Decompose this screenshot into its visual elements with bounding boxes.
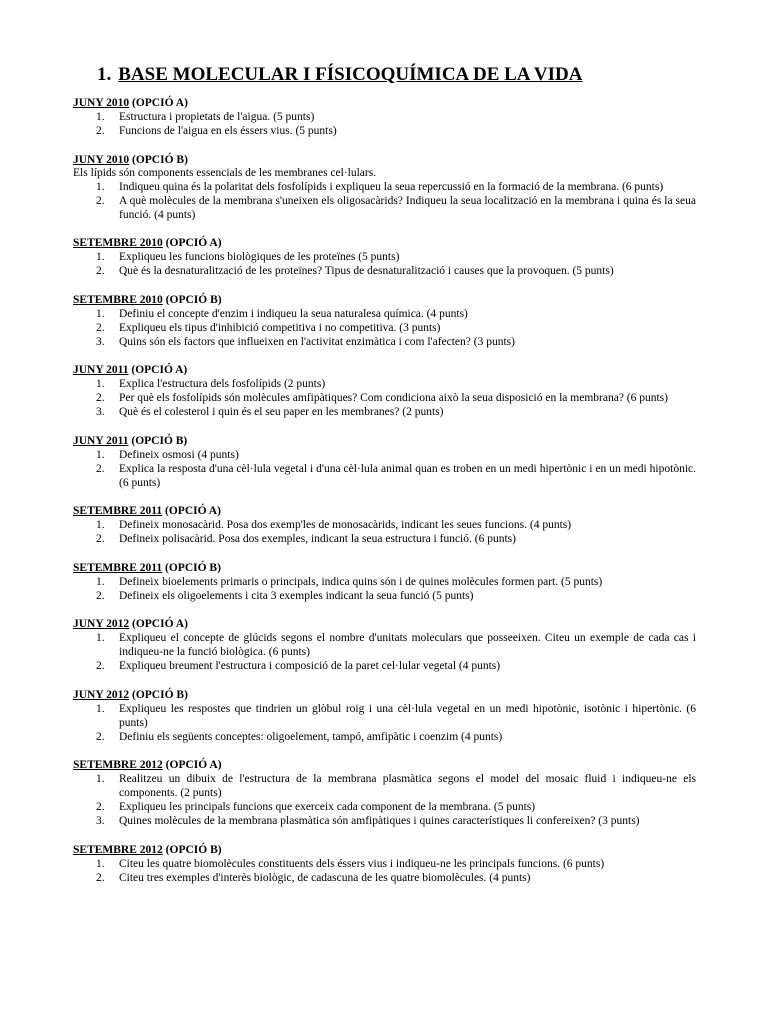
exam-option: (OPCIÓ A) [165, 759, 222, 771]
exam-section [73, 561, 696, 603]
question-item [73, 124, 696, 138]
question-item [73, 377, 696, 391]
exam-date: JUNY 2011 [73, 434, 129, 447]
question-item [73, 307, 696, 321]
question-number: 2. [96, 265, 105, 277]
question-text: Definiu el concepte d'enzim i indiqueu la seua naturalesa química. (4 punts) [119, 307, 468, 320]
section-heading [73, 688, 696, 702]
question-text: Expliqueu breument l'estructura i composició de la paret cel·lular vegetal (4 punts) [119, 660, 501, 672]
question-item [73, 405, 696, 419]
question-text: Explica l'estructura dels fosfolípids (2 punts) [119, 378, 326, 390]
section-heading [73, 293, 696, 307]
exam-date: JUNY 2011 [73, 364, 129, 376]
section-heading [73, 504, 696, 518]
question-text: Defineix monosacàrid. Posa dos exemp'les de monosacàrids, indicant les seues funcions. (4 punts) [119, 519, 572, 531]
exam-date: SETEMBRE 2010 [73, 293, 163, 306]
question-item [73, 194, 696, 222]
question-number: 1. [96, 857, 105, 870]
document-page [73, 62, 696, 899]
question-number: 1. [96, 575, 105, 588]
exam-section [73, 363, 696, 419]
title-text: BASE MOLECULAR I FÍSICOQUÍMICA DE LA VIDA [118, 64, 583, 85]
question-text: Explica la resposta d'una cèl·lula vegetal i d'una cèl·lula animal quan es troben en un medi hipertònic i en un medi hipotònic. (6 punts) [119, 462, 696, 489]
exam-date: SETEMBRE 2011 [73, 505, 163, 517]
question-text: Defineix polisacàrid. Posa dos exemples, indicant la seua estructura i funció. (6 punts) [119, 533, 516, 545]
question-text: Funcions de l'aigua en els éssers vius. (5 punts) [119, 125, 337, 137]
exam-section [73, 293, 696, 349]
question-number: 2. [96, 392, 105, 404]
question-text: Defineix osmosi (4 punts) [119, 448, 239, 461]
question-item [73, 532, 696, 546]
question-text: Expliqueu els tipus d'inhibició competitiva i no competitiva. (3 punts) [119, 321, 441, 334]
exam-option: (OPCIÓ B) [132, 688, 188, 701]
question-item [73, 321, 696, 335]
question-item [73, 857, 696, 871]
question-item [73, 702, 696, 730]
question-number: 3. [96, 815, 105, 827]
question-text: Què és el colesterol i quin és el seu paper en les membranes? (2 punts) [119, 406, 444, 418]
question-text: Expliqueu les principals funcions que exerceix cada component de la membrana. (5 punts) [119, 801, 536, 813]
question-number: 2. [96, 801, 105, 813]
question-text: A què molècules de la membrana s'uneixen els oligosacàrids? Indiqueu la seua localització en la membrana i quina és la seua funció. (4 punts) [119, 194, 696, 221]
exam-sections [73, 96, 696, 885]
question-item [73, 871, 696, 885]
exam-section [73, 617, 696, 673]
exam-date: SETEMBRE 2010 [73, 237, 163, 249]
question-text: Expliqueu el concepte de glúcids segons el nombre d'unitats moleculars que posseeixen. Citeu un exemple de cada cas i indiqueu-ne la funció biològica. (6 punts) [119, 632, 696, 658]
exam-section [73, 758, 696, 828]
exam-option: (OPCIÓ A) [165, 237, 222, 249]
question-text: Expliqueu les funcions biològiques de les proteïnes (5 punts) [119, 251, 400, 263]
exam-date: JUNY 2010 [73, 153, 130, 166]
question-number: 2. [96, 730, 105, 743]
question-number: 1. [96, 702, 105, 715]
section-heading [73, 236, 696, 250]
exam-option: (OPCIÓ A) [132, 618, 188, 630]
question-item [73, 800, 696, 814]
question-item [73, 575, 696, 589]
exam-section [73, 843, 696, 885]
exam-option: (OPCIÓ B) [132, 153, 188, 166]
question-number: 1. [96, 307, 105, 320]
question-item [73, 730, 696, 744]
question-item [73, 110, 696, 124]
question-text: Què és la desnaturalització de les proteïnes? Tipus de desnaturalització i causes que la provoquen. (5 punts) [119, 265, 614, 277]
question-text: Defineix els oligoelements i cita 3 exemples indicant la seua funció (5 punts) [119, 589, 474, 602]
question-number: 2. [96, 125, 105, 137]
question-item [73, 814, 696, 828]
question-number: 1. [96, 251, 105, 263]
question-item [73, 659, 696, 673]
question-item [73, 448, 696, 462]
exam-section [73, 153, 696, 222]
section-heading [73, 843, 696, 857]
section-heading [73, 434, 696, 448]
question-text: Quins són els factors que influeixen en l'activitat enzimàtica i com l'afecten? (3 punts) [119, 335, 515, 348]
section-heading [73, 153, 696, 167]
question-text: Definiu els següents conceptes: oligoelement, tampó, amfipàtic i coenzim (4 punts) [119, 730, 503, 743]
question-number: 3. [96, 335, 105, 348]
exam-section [73, 236, 696, 278]
question-number: 2. [96, 871, 105, 884]
question-number: 1. [96, 519, 105, 531]
question-text: Expliqueu les respostes que tindrien un glòbul roig i una cèl·lula vegetal en un medi hipotònic, isotònic i hipertònic. (6 punts) [119, 702, 696, 729]
question-item [73, 772, 696, 800]
exam-option: (OPCIÓ A) [165, 505, 221, 517]
question-item [73, 264, 696, 278]
exam-option: (OPCIÓ A) [132, 97, 188, 109]
question-number: 1. [96, 111, 105, 123]
question-item [73, 391, 696, 405]
exam-section [73, 688, 696, 744]
exam-option: (OPCIÓ B) [165, 293, 222, 306]
exam-date: SETEMBRE 2012 [73, 759, 163, 771]
section-heading [73, 96, 696, 110]
question-number: 2. [96, 660, 105, 672]
question-item [73, 250, 696, 264]
question-number: 2. [96, 589, 105, 602]
question-item [73, 180, 696, 194]
section-heading [73, 617, 696, 631]
section-heading [73, 561, 696, 575]
question-number: 1. [96, 632, 105, 644]
question-text: Defineix bioelements primaris o principals, indica quins són i de quines molècules formen part. (5 punts) [119, 575, 603, 588]
section-heading [73, 758, 696, 772]
question-item [73, 631, 696, 659]
question-text: Indiqueu quina és la polaritat dels fosfolípids i expliqueu la seua repercussió en la formació de la membrana. (6 punts) [119, 180, 664, 193]
question-text: Realitzeu un dibuix de l'estructura de la membrana plasmàtica segons el model del mosaic fluid i indiqueu-ne els components. (2 punts) [119, 773, 696, 799]
question-number: 2. [96, 321, 105, 334]
section-intro: Els lípids són components essencials de les membranes cel·lulars. [73, 166, 377, 179]
section-heading [73, 363, 696, 377]
exam-date: SETEMBRE 2011 [73, 561, 163, 574]
exam-date: JUNY 2012 [73, 688, 130, 701]
page-title [97, 62, 696, 88]
exam-date: SETEMBRE 2012 [73, 843, 163, 856]
question-text: Per què els fosfolípids són molècules amfipàtiques? Com condiciona això la seua disposició en la membrana? (6 punts) [119, 392, 668, 404]
question-text: Quines molècules de la membrana plasmàtica són amfipàtiques i quines característiques li confereixen? (3 punts) [119, 815, 640, 827]
question-number: 1. [96, 773, 105, 785]
question-number: 2. [96, 194, 105, 207]
question-text: Citeu tres exemples d'interès biològic, de cadascuna de les quatre biomolècules. (4 punts) [119, 871, 531, 884]
question-item [73, 518, 696, 532]
question-text: Citeu les quatre biomolècules constituents dels éssers vius i indiqueu-ne les principals funcions. (6 punts) [119, 857, 605, 870]
question-number: 2. [96, 533, 105, 545]
exam-option: (OPCIÓ A) [131, 364, 188, 376]
exam-section [73, 504, 696, 546]
title-number: 1. [97, 64, 112, 85]
exam-option: (OPCIÓ B) [165, 561, 221, 574]
exam-option: (OPCIÓ B) [131, 434, 188, 447]
exam-section [73, 434, 696, 490]
question-item [73, 462, 696, 490]
question-number: 1. [96, 180, 105, 193]
question-number: 2. [96, 462, 105, 475]
question-text: Estructura i propietats de l'aigua. (5 punts) [119, 111, 315, 123]
exam-option: (OPCIÓ B) [165, 843, 222, 856]
exam-section [73, 96, 696, 138]
exam-date: JUNY 2010 [73, 97, 130, 109]
question-item [73, 589, 696, 603]
question-number: 1. [96, 448, 105, 461]
exam-date: JUNY 2012 [73, 618, 130, 630]
question-item [73, 335, 696, 349]
question-number: 3. [96, 406, 105, 418]
question-number: 1. [96, 378, 105, 390]
